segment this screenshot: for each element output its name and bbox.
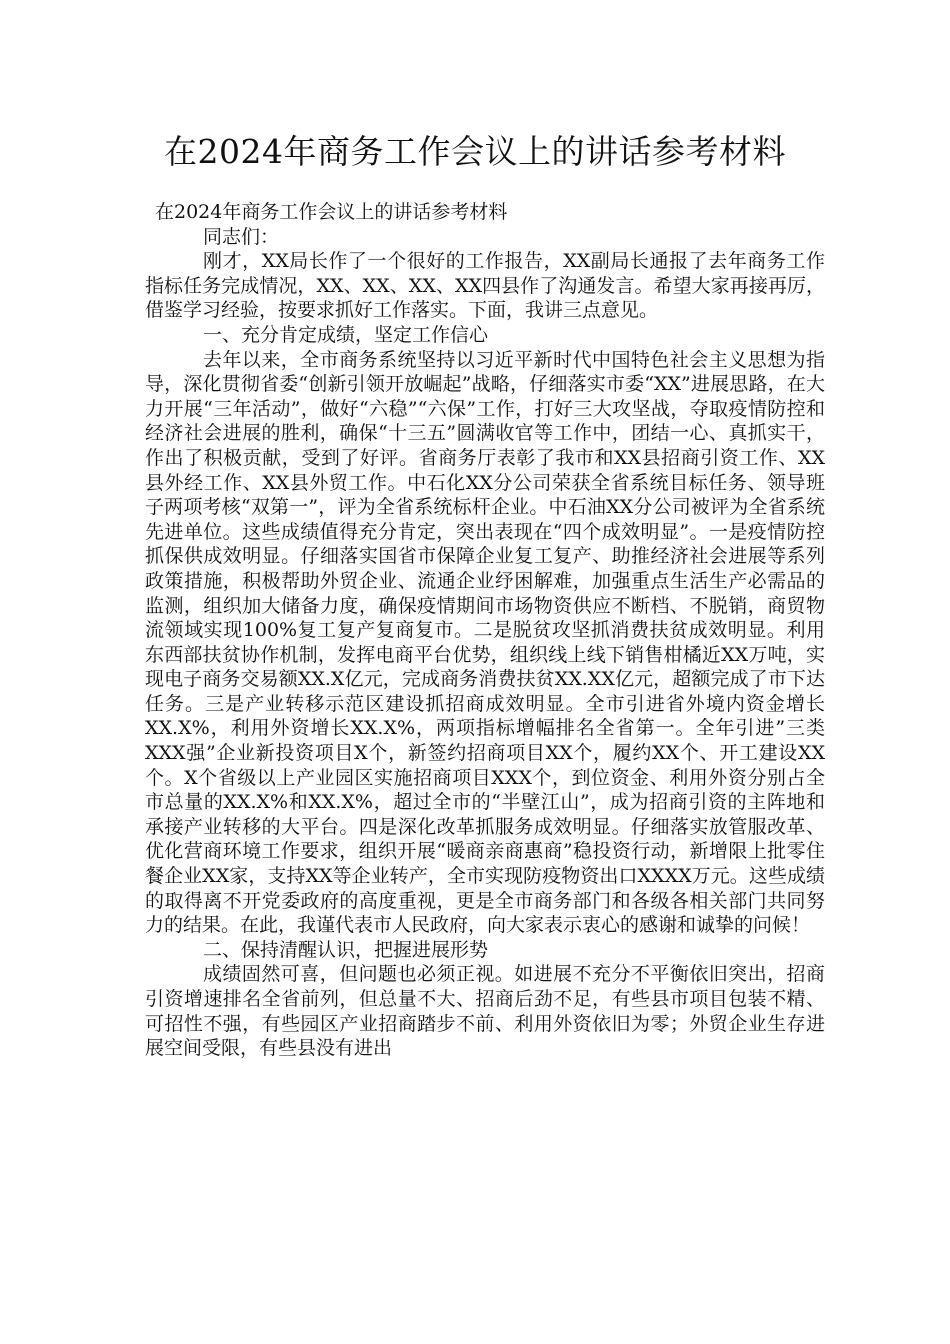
paragraph-opening: 刚才，XX局长作了一个很好的工作报告，XX副局长通报了去年商务工作指标任务完成情况，XX、XX、XX、XX四县作了沟通发言。希望大家再接再厉，借鉴学习经验，按要求抓好工作落实。下面，我讲三点意见。 [145, 250, 825, 322]
document-subtitle: 在2024年商务工作会议上的讲话参考材料 [155, 201, 508, 223]
section-heading-2: 二、保持清醒认识，把握进展形势 [203, 938, 489, 961]
salutation: 同志们： [203, 225, 280, 248]
document-title: 在2024年商务工作会议上的讲话参考材料 [164, 132, 786, 171]
section-heading-1: 一、充分肯定成绩，坚定工作信心 [203, 323, 489, 346]
document-body [145, 200, 825, 1061]
paragraph-achievements: 去年以来，全市商务系统坚持以习近平新时代中国特色社会主义思想为指导，深化贯彻省委“创新引领开放崛起”战略，仔细落实市委“XX”进展思路，在大力开展“三年活动”，做好“六稳”“六保”工作，打好三大攻坚战，夺取疫情防控和经济社会进展的胜利，确保“十三五”圆满收官等工作中，团结一心、真抓实干，作出了积极贡献，受到了好评。省商务厅表彰了我市和XX县招商引资工作、XX县外经工作、XX县外贸工作。中石化XX分公司荣获全省系统目标任务、领导班子两项考核“双第一”，评为全省系统标杆企业。中石油XX分公司被评为全省系统先进单位。这些成绩值得充分肯定，突出表现在“四个成效明显”。一是疫情防控抓保供成效明显。仔细落实国省市保障企业复工复产、助推经济社会进展等系列政策措施，积极帮助外贸企业、流通企业纾困解难，加强重点生活生产必需品的监测，组织加大储备力度，确保疫情期间市场物资供应不断档、不脱销，商贸物流领域实现100%复工复产复商复市。二是脱贫攻坚抓消费扶贫成效明显。利用东西部扶贫协作机制，发挥电商平台优势，组织线上线下销售柑橘近XX万吨，实现电子商务交易额XX.X亿元，完成商务消费扶贫XX.XX亿元，超额完成了市下达任务。三是产业转移示范区建设抓招商成效明显。全市引进省外境内资金增长XX.X%，利用外资增长XX.X%，两项指标增幅排名全省第一。全年引进”三类XXX强”企业新投资项目X个，新签约招商项目XX个，履约XX个、开工建设XX个。X个省级以上产业园区实施招商项目XXX个，到位资金、利用外资分别占全市总量的XX.X%和XX.X%，超过全市的“半壁江山”，成为招商引资的主阵地和承接产业转移的大平台。四是深化改革抓服务成效明显。仔细落实放管服改革、优化营商环境工作要求，组织开展“暖商亲商惠商”稳投资行动，新增限上批零住餐企业XX家，支持XX等企业转产，全市实现防疫物资出口XXXX万元。这些成绩的取得离不开党委政府的高度重视，更是全市商务部门和各级各相关部门共同努力的结果。在此，我谨代表市人民政府，向大家表示衷心的感谢和诚挚的问候！ [145, 348, 825, 937]
paragraph-problems: 成绩固然可喜，但问题也必须正视。如进展不充分不平衡依旧突出，招商引资增速排名全省前列，但总量不大、招商后劲不足，有些县市项目包装不精、可招性不强，有些园区产业招商踏步不前、利用外资依旧为零；外贸企业生存进展空间受限，有些县没有进出 [145, 963, 825, 1060]
